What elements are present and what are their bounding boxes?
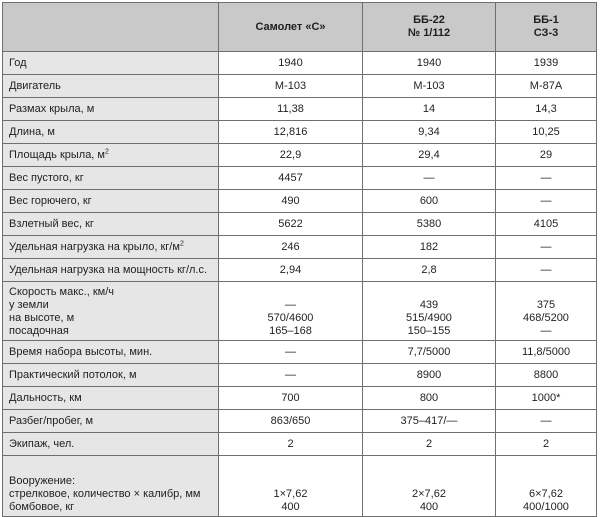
- param-line: стрелковое, количество × калибр, мм: [9, 488, 201, 500]
- value-cell: 600: [363, 190, 496, 213]
- value-line: 150–155: [407, 325, 451, 337]
- value-cell: 11,38: [219, 98, 363, 121]
- table-row-empty-weight: [3, 167, 597, 190]
- value-cell: 5622: [219, 213, 363, 236]
- value-cell: —: [363, 167, 496, 190]
- param-cell: Удельная нагрузка на мощность кг/л.с.: [3, 259, 219, 282]
- param-cell: Вес пустого, кг: [3, 167, 219, 190]
- header-col2-line2: № 1/112: [407, 27, 451, 39]
- param-cell: [3, 282, 219, 341]
- value-cell: —: [496, 167, 597, 190]
- param-line: у земли: [9, 299, 49, 311]
- table-row-armament: [3, 456, 597, 517]
- header-row: [3, 3, 597, 52]
- value-cell: 12,816: [219, 121, 363, 144]
- param-text: Площадь крыла, м: [9, 148, 105, 161]
- value-cell: 700: [219, 387, 363, 410]
- param-cell: Вес горючего, кг: [3, 190, 219, 213]
- value-line: 515/4900: [406, 312, 452, 324]
- param-cell: Разбег/пробег, м: [3, 410, 219, 433]
- value-cell: 22,9: [219, 144, 363, 167]
- value-cell: [219, 282, 363, 341]
- header-col3-line1: ББ-1: [533, 14, 559, 26]
- value-cell: 1939: [496, 52, 597, 75]
- value-cell: М-87А: [496, 75, 597, 98]
- table-row-takeoff-weight: [3, 213, 597, 236]
- table-row-ceiling: [3, 364, 597, 387]
- value-cell: 1940: [219, 52, 363, 75]
- value-line: 400: [281, 501, 300, 513]
- value-cell: [363, 282, 496, 341]
- value-line: 1×7,62: [273, 488, 308, 500]
- value-line: 6×7,62: [529, 488, 563, 500]
- param-cell: Практический потолок, м: [3, 364, 219, 387]
- superscript: 2: [179, 239, 184, 247]
- value-cell: 375–417/—: [363, 410, 496, 433]
- table-row-speed: [3, 282, 597, 341]
- header-col3-line2: СЗ-3: [533, 27, 559, 39]
- spec-table-container: [2, 2, 597, 517]
- param-text: Удельная нагрузка на крыло, кг/м: [9, 240, 180, 253]
- value-cell: М-103: [363, 75, 496, 98]
- value-cell: 14,3: [496, 98, 597, 121]
- param-line: Вооружение:: [9, 475, 76, 487]
- header-col1-line: Самолет «С»: [255, 20, 326, 33]
- value-cell: 2,8: [363, 259, 496, 282]
- value-cell: 4457: [219, 167, 363, 190]
- param-line: на высоте, м: [9, 312, 75, 324]
- table-row-takeoff-landing-run: [3, 410, 597, 433]
- value-cell: 490: [219, 190, 363, 213]
- value-cell: 1000*: [496, 387, 597, 410]
- header-col2-line1: ББ-22: [413, 14, 445, 26]
- value-cell: —: [496, 410, 597, 433]
- value-cell: 246: [219, 236, 363, 259]
- param-cell: Двигатель: [3, 75, 219, 98]
- table-row-year: [3, 52, 597, 75]
- param-cell: Экипаж, чел.: [3, 433, 219, 456]
- table-row-wing-area: [3, 144, 597, 167]
- value-cell: [363, 456, 496, 517]
- table-row-range: [3, 387, 597, 410]
- param-cell: Взлетный вес, кг: [3, 213, 219, 236]
- header-param: [3, 3, 219, 52]
- param-line: посадочная: [9, 325, 69, 337]
- param-line: Скорость макс., км/ч: [9, 286, 115, 298]
- param-cell: [3, 144, 219, 167]
- value-cell: 800: [363, 387, 496, 410]
- value-cell: 14: [363, 98, 496, 121]
- table-row-wingspan: [3, 98, 597, 121]
- value-cell: [496, 282, 597, 341]
- value-cell: —: [496, 259, 597, 282]
- table-row-length: [3, 121, 597, 144]
- value-line: —: [285, 299, 296, 311]
- table-row-climb-time: [3, 341, 597, 364]
- value-line: 400/1000: [523, 501, 569, 513]
- value-cell: 1940: [363, 52, 496, 75]
- value-cell: —: [496, 190, 597, 213]
- param-cell: Дальность, км: [3, 387, 219, 410]
- value-cell: 8800: [496, 364, 597, 387]
- value-cell: —: [496, 236, 597, 259]
- table-row-crew: [3, 433, 597, 456]
- superscript: 2: [105, 147, 109, 155]
- value-line: 165–168: [269, 325, 312, 337]
- value-line: 2×7,62: [412, 488, 446, 500]
- value-cell: 7,7/5000: [363, 341, 496, 364]
- value-cell: 10,25: [496, 121, 597, 144]
- value-line: 375: [536, 299, 556, 311]
- value-line: —: [540, 325, 552, 337]
- value-cell: [496, 456, 597, 517]
- value-cell: —: [219, 364, 363, 387]
- param-cell: Длина, м: [3, 121, 219, 144]
- value-line: 570/4600: [267, 312, 314, 324]
- value-cell: 8900: [363, 364, 496, 387]
- table-row-fuel-weight: [3, 190, 597, 213]
- table-row-power-loading: [3, 259, 597, 282]
- param-cell: Время набора высоты, мин.: [3, 341, 219, 364]
- value-cell: 29,4: [363, 144, 496, 167]
- value-line: 400: [419, 501, 439, 513]
- param-cell: [3, 456, 219, 517]
- param-cell: Размах крыла, м: [3, 98, 219, 121]
- table-row-wing-loading: [3, 236, 597, 259]
- value-cell: [219, 456, 363, 517]
- param-cell: Год: [3, 52, 219, 75]
- value-cell: 2: [363, 433, 496, 456]
- value-cell: 5380: [363, 213, 496, 236]
- table-row-engine: [3, 75, 597, 98]
- value-line: 439: [419, 299, 439, 311]
- value-cell: —: [219, 341, 363, 364]
- aircraft-spec-table: [2, 2, 597, 517]
- value-cell: 2: [496, 433, 597, 456]
- value-cell: 2,94: [219, 259, 363, 282]
- header-col2: [363, 3, 496, 52]
- param-cell: [3, 236, 219, 259]
- header-col3: [496, 3, 597, 52]
- value-cell: 11,8/5000: [496, 341, 597, 364]
- value-cell: М-103: [219, 75, 363, 98]
- value-cell: 9,34: [363, 121, 496, 144]
- value-line: 468/5200: [523, 312, 569, 324]
- header-col1: [219, 3, 363, 52]
- value-cell: 4105: [496, 213, 597, 236]
- param-line: бомбовое, кг: [9, 501, 75, 513]
- value-cell: 863/650: [219, 410, 363, 433]
- value-cell: 182: [363, 236, 496, 259]
- value-cell: 29: [496, 144, 597, 167]
- value-cell: 2: [219, 433, 363, 456]
